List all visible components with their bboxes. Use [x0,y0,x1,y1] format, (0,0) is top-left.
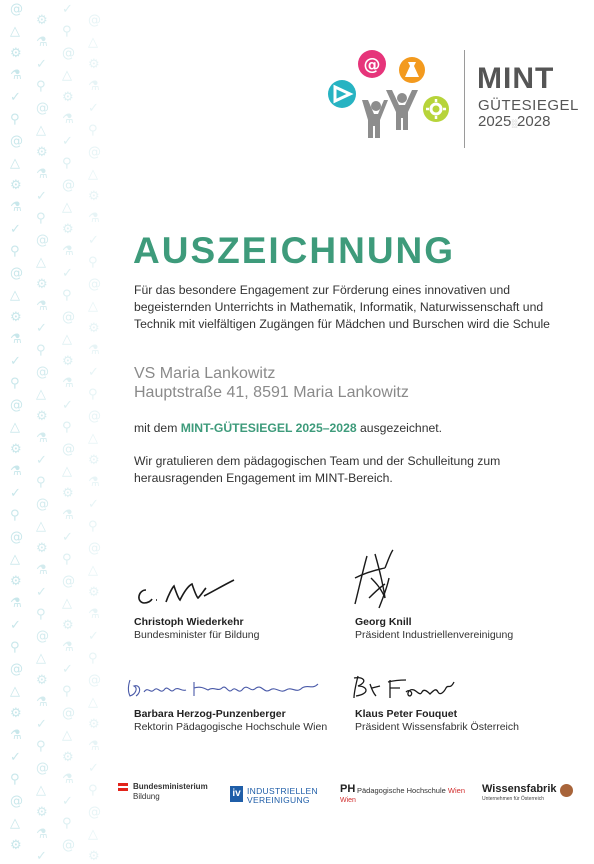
signature-knill [345,548,405,616]
gear-icon: ⚙ [62,354,74,369]
gear-icon: ⚙ [88,57,100,72]
flask-icon: ⚗ [36,695,48,710]
at-icon: @ [10,530,23,545]
check-icon: ✓ [88,497,99,512]
triangle-icon: △ [10,684,20,699]
flask-icon: ⚗ [88,343,100,358]
flask-icon: ⚗ [88,211,100,226]
flask-icon: ⚗ [62,640,74,655]
flask-icon: ⚗ [62,508,74,523]
person-icon: ⚲ [36,607,46,622]
award-highlight: MINT-GÜTESIEGEL 2025–2028 [180,421,357,435]
gear-icon: ⚙ [88,453,100,468]
school-name: VS Maria Lankowitz [134,365,276,382]
check-icon: ✓ [62,134,73,149]
wissensfabrik-icon [560,784,573,797]
signatory-role: Präsident Wissensfabrik Österreich [355,721,519,733]
triangle-icon: △ [10,288,20,303]
logo-subtitle: GÜTESIEGEL [478,97,579,114]
at-icon: @ [62,574,75,589]
triangle-icon: △ [10,552,20,567]
check-icon: ✓ [36,585,47,600]
at-icon: @ [88,145,101,160]
person-icon: ⚲ [10,640,20,655]
check-icon: ✓ [10,354,21,369]
school-block [134,364,409,402]
flask-icon: ⚗ [88,739,100,754]
at-icon: @ [88,673,101,688]
gear-icon: ⚙ [10,706,22,721]
check-icon: ✓ [10,618,21,633]
check-icon: ✓ [88,233,99,248]
check-icon: ✓ [62,266,73,281]
check-icon: ✓ [62,398,73,413]
triangle-icon: △ [88,431,98,446]
signatory-4 [355,708,519,734]
gear-icon: ⚙ [36,541,48,556]
gear-icon: ⚙ [36,145,48,160]
check-icon: ✓ [36,849,47,864]
flask-icon: ⚗ [10,464,22,479]
decorative-pattern [0,0,108,864]
gear-icon: ⚙ [36,673,48,688]
person-icon: ⚲ [62,420,72,435]
check-icon: ✓ [36,189,47,204]
triangle-icon: △ [62,596,72,611]
signature-fouquet [350,670,460,702]
flask-icon: ⚗ [10,596,22,611]
person-icon: ⚲ [36,79,46,94]
logo-divider [464,50,465,148]
signatory-name: Georg Knill [355,616,412,628]
flask-icon: ⚗ [10,200,22,215]
triangle-icon: △ [10,816,20,831]
check-icon: ✓ [10,486,21,501]
check-icon: ✓ [10,750,21,765]
gear-icon: ⚙ [62,750,74,765]
check-icon: ✓ [36,321,47,336]
triangle-icon: △ [10,420,20,435]
gear-icon: ⚙ [10,178,22,193]
person-icon: ⚲ [88,255,98,270]
triangle-icon: △ [88,827,98,842]
flask-icon: ⚗ [62,772,74,787]
person-icon: ⚲ [62,816,72,831]
check-icon: ✓ [62,794,73,809]
flask-icon: ⚗ [62,376,74,391]
logo-mint-word: MINT [477,62,555,95]
flask-icon: ⚗ [62,244,74,259]
at-icon: @ [36,233,49,248]
triangle-icon: △ [88,563,98,578]
triangle-icon: △ [36,519,46,534]
flask-icon: ⚗ [10,332,22,347]
check-icon: ✓ [88,365,99,380]
at-icon: @ [88,409,101,424]
gear-icon: ⚙ [88,321,100,336]
school-address: Hauptstraße 41, 8591 Maria Lankowitz [134,384,409,401]
at-icon: @ [62,838,75,853]
mint-guetesiegel-logo [322,42,579,154]
signatory-name: Klaus Peter Fouquet [355,708,458,720]
gear-icon: ⚙ [88,717,100,732]
signatory-role: Bundesminister für Bildung [134,629,260,641]
gear-icon: ⚙ [62,222,74,237]
check-icon: ✓ [88,761,99,776]
signatory-name: Christoph Wiederkehr [134,616,244,628]
person-icon: ⚲ [36,343,46,358]
at-icon: @ [10,2,23,17]
at-icon: @ [36,101,49,116]
person-icon: ⚲ [10,772,20,787]
flask-icon: ⚗ [36,35,48,50]
flask-icon: ⚗ [62,112,74,127]
check-icon: ✓ [62,530,73,545]
gear-icon: ⚙ [36,277,48,292]
triangle-icon: △ [88,35,98,50]
flask-icon: ⚗ [36,299,48,314]
triangle-icon: △ [10,156,20,171]
flask-icon: ⚗ [10,728,22,743]
flask-icon: ⚗ [36,827,48,842]
gear-icon: ⚙ [62,486,74,501]
signature-herzog-punzenberger [124,672,324,702]
check-icon: ✓ [88,629,99,644]
check-icon: ✓ [36,453,47,468]
check-icon: ✓ [10,90,21,105]
gear-icon: ⚙ [10,46,22,61]
iv-mark: iv [230,786,243,802]
triangle-icon: △ [62,728,72,743]
flask-icon: ⚗ [36,563,48,578]
triangle-icon: △ [62,464,72,479]
person-icon: ⚲ [88,387,98,402]
flask-icon: ⚗ [88,79,100,94]
person-icon: ⚲ [88,123,98,138]
check-icon: ✓ [62,662,73,677]
signatory-name: Barbara Herzog-Punzenberger [134,708,286,720]
gear-icon: ⚙ [10,574,22,589]
triangle-icon: △ [62,68,72,83]
at-icon: @ [36,497,49,512]
triangle-icon: △ [36,651,46,666]
person-icon: ⚲ [62,288,72,303]
at-icon: @ [62,178,75,193]
mint-icons-graphic [322,42,462,154]
person-icon: ⚲ [36,475,46,490]
signatory-3 [134,708,327,734]
at-icon: @ [62,310,75,325]
check-icon: ✓ [10,222,21,237]
person-icon: ⚲ [10,244,20,259]
check-icon: ✓ [36,57,47,72]
at-icon: @ [10,398,23,413]
at-icon: @ [10,134,23,149]
at-icon: @ [62,442,75,457]
flask-icon: ⚗ [88,607,100,622]
person-icon: ⚲ [62,156,72,171]
at-icon: @ [88,805,101,820]
check-icon: ✓ [62,2,73,17]
gear-icon: ⚙ [88,849,100,864]
intro-paragraph: Für das besondere Engagement zur Förderung eines innovativen und begeisternden Unterrichts in Mathematik, Informatik, Naturwissenschaft und Technik mit vielfältigen Zugängen für Mädchen und Burschen wird die Schule [134,283,550,331]
logo-wissensfabrik: Wissensfabrik Unternehmen für Österreich [482,784,557,804]
triangle-icon: △ [36,387,46,402]
gear-icon: ⚙ [10,838,22,853]
person-icon: ⚲ [88,519,98,534]
triangle-icon: △ [88,167,98,182]
flask-icon: ⚗ [36,431,48,446]
triangle-icon: △ [62,200,72,215]
at-icon: @ [10,794,23,809]
person-icon: ⚲ [36,739,46,754]
logo-years: 2025░2028 [478,113,551,130]
at-icon: @ [36,629,49,644]
person-icon: ⚲ [88,651,98,666]
at-icon: @ [10,266,23,281]
congratulations-paragraph: Wir gratulieren dem pädagogischen Team und der Schulleitung zum herausragenden Engagement im MINT-Bereich. [134,454,501,485]
gear-icon: ⚙ [62,618,74,633]
person-icon: ⚲ [10,112,20,127]
check-icon: ✓ [36,717,47,732]
triangle-icon: △ [10,24,20,39]
at-icon: @ [62,46,75,61]
person-icon: ⚲ [36,211,46,226]
flask-icon: ⚗ [36,167,48,182]
gear-icon: ⚙ [36,13,48,28]
flask-icon: ⚗ [10,68,22,83]
gear-icon: ⚙ [36,805,48,820]
at-icon: @ [88,277,101,292]
gear-icon: ⚙ [36,409,48,424]
page-title: AUSZEICHNUNG [133,230,456,271]
at-icon: @ [36,365,49,380]
gear-icon: ⚙ [10,442,22,457]
check-icon: ✓ [88,101,99,116]
signatory-1 [134,616,259,642]
triangle-icon: △ [36,783,46,798]
at-icon: @ [88,13,101,28]
ph-mark: PH [340,783,356,795]
at-icon: @ [10,662,23,677]
signatory-2 [355,616,513,642]
people-icon [362,90,418,138]
triangle-icon: △ [88,299,98,314]
person-icon: ⚲ [88,783,98,798]
signature-wiederkehr [132,572,242,612]
at-icon: @ [88,541,101,556]
person-icon: ⚲ [62,24,72,39]
triangle-icon: △ [36,123,46,138]
person-icon: ⚲ [62,684,72,699]
award-line: mit dem MINT-GÜTESIEGEL 2025–2028 ausgezeichnet. [134,421,443,435]
gear-icon: ⚙ [10,310,22,325]
at-icon: @ [36,761,49,776]
person-icon: ⚲ [10,508,20,523]
triangle-icon: △ [88,695,98,710]
gear-icon: ⚙ [88,189,100,204]
gear-icon: ⚙ [88,585,100,600]
flask-icon: ⚗ [88,475,100,490]
triangle-icon: △ [62,332,72,347]
signatory-role: Präsident Industriellenvereinigung [355,629,514,641]
person-icon: ⚲ [62,552,72,567]
svg-text:@: @ [363,55,381,75]
at-icon: @ [62,706,75,721]
person-icon: ⚲ [10,376,20,391]
triangle-icon: △ [36,255,46,270]
signatory-role: Rektorin Pädagogische Hochschule Wien [134,721,328,733]
gear-icon: ⚙ [62,90,74,105]
